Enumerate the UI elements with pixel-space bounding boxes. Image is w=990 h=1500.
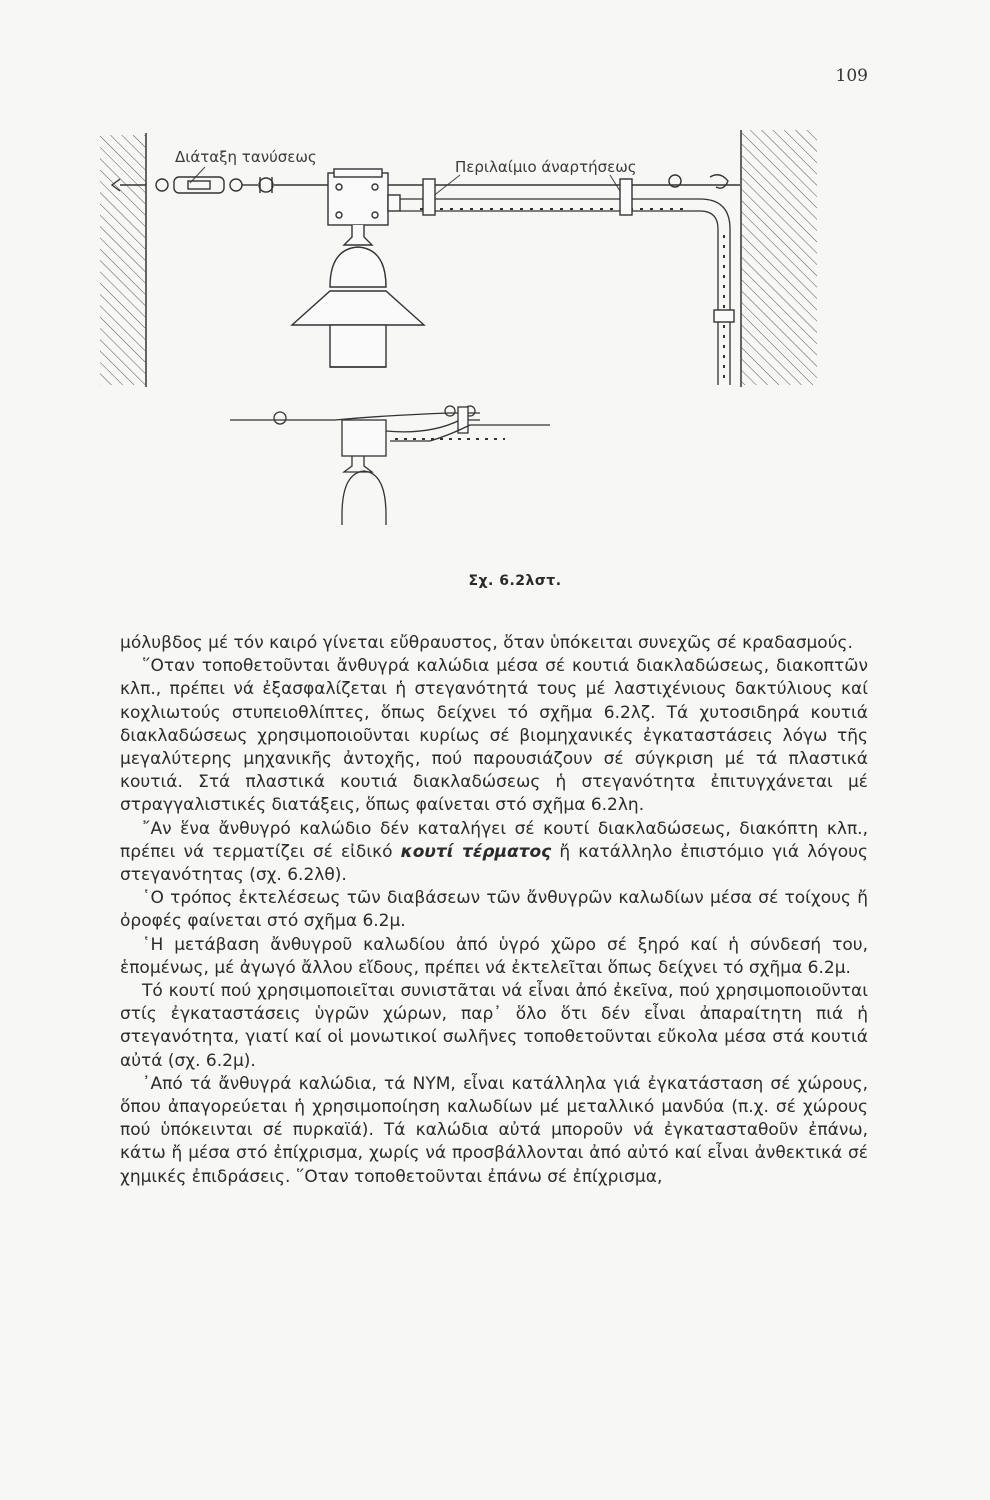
wall-hook: [710, 175, 728, 188]
paragraph-text: ῎Αν ἕνα ἄνθυγρό καλώδιο δέν καταλήγει σέ κουτί διακλαδώσεως, διακόπτη κλπ., πρέπει νά τερματίζει σέ εἰδικό: [120, 818, 868, 862]
paragraph: [120, 818, 868, 888]
paragraph-text: ἤ κατάλληλο ἐπιστόμιο γιά λόγους στεγανότητας (σχ. 6.2λθ).: [120, 841, 868, 886]
right-wall: [741, 130, 817, 387]
body-text: [120, 632, 868, 1189]
figure-caption: Σχ. 6.2λστ.: [468, 573, 562, 589]
figure-cable-suspension: [90, 115, 830, 535]
paragraph: ῾Ο τρόπος ἐκτελέσεως τῶν διαβάσεων τῶν ἄνθυγρῶν καλωδίων μέσα σέ τοίχους ἤ ὀροφές φαίνεται στό σχῆμα 6.2μ.: [120, 888, 868, 932]
suspension-collar: [423, 179, 734, 322]
paragraph: μόλυβδος μέ τόν καιρό γίνεται εὔθραυστος, ὅταν ὑπόκειται συνεχῶς σέ κραδασμούς.: [120, 633, 853, 653]
paragraph: ᾿Από τά ἄνθυγρά καλώδια, τά ΝΥΜ, εἶναι κατάλληλα γιά ἐγκατάσταση σέ χώρους, ὅπου ἀπαγορεύεται ἡ χρησιμοποίηση καλωδίων μέ μεταλλικό μανδύα (π.χ. σέ χώρους πού ὑπόκεινται σέ πυρκαϊά). Τά καλώδια αὐτά μποροῦν νά ἐγκατασταθοῦν ἐπάνω, κάτω ἤ μέσα στό ἐπίχρισμα, χωρίς νά προσβάλλονται ἀπό αὐτό καί εἶναι ἀνθεκτικά σέ χημικές ἐπιδράσεις. ῞Οταν τοποθετοῦνται ἐπάνω σέ ἐπίχρισμα,: [120, 1073, 868, 1187]
left-wall: [100, 133, 146, 387]
lower-arrangement: [230, 406, 550, 525]
label-suspension-collar: Περιλαίμιο άναρτήσεως: [455, 158, 637, 176]
label-tension-device: Διάταξη τανύσεως: [175, 148, 317, 166]
page-number: 109: [835, 66, 868, 86]
cable-run: [400, 199, 730, 385]
paragraph: ῾Η μετάβαση ἄνθυγροῦ καλωδίου ἀπό ὑγρό χῶρο σέ ξηρό καί ἡ σύνδεσή του, ἑπομένως, μέ ἀγωγό ἄλλου εἴδους, πρέπει νά ἐκτελεῖται ὅπως δείχνει τό σχῆμα 6.2μ.: [120, 934, 868, 978]
leader-line: [432, 175, 460, 197]
paragraph: Τό κουτί πού χρησιμοποιεῖται συνιστᾶται νά εἶναι ἀπό ἐκεῖνα, πού χρησιμοποιοῦνται στίς ἐγκαταστάσεις ὑγρῶν χώρων, παρ᾽ ὅλο ὅτι δέν εἶναι ἀπαραίτητη πιά ἡ στεγανότητα, γιατί καί οἱ μονωτικοί σωλῆνες τοποθετοῦνται εὔκολα μέσα στά κουτιά αὐτά (σχ. 6.2μ).: [120, 981, 868, 1071]
lamp: [292, 225, 424, 367]
junction-box: [328, 169, 400, 225]
emphasized-term: κουτί τέρματος: [400, 841, 552, 862]
paragraph: ῞Οταν τοποθετοῦνται ἄνθυγρά καλώδια μέσα σέ κουτιά διακλαδώσεως, διακοπτῶν κλπ., πρέπει νά ἐξασφαλίζεται ἡ στεγανότητά τους μέ λαστιχένιους δακτύλιους καί κοχλιωτούς στυπειοθλίπτες, ὅπως δείχνει τό σχῆμα 6.2λζ. Τά χυτοσιδηρά κουτιά διακλαδώσεως χρησιμοποιοῦνται κυρίως σέ βιομηχανικές ἐγκαταστάσεις λόγω τῆς μεγαλύτερης μηχανικῆς ἀντοχῆς, πού παρουσιάζουν σέ σύγκριση μέ τά πλαστικά κουτιά. Στά πλαστικά κουτιά διακλαδώσεως ἡ στεγανότητα ἐπιτυγχάνεται μέ στραγγαλιστικές διατάξεις, ὅπως φαίνεται στό σχῆμα 6.2λη.: [120, 656, 868, 816]
figure-drawing: [90, 115, 830, 535]
